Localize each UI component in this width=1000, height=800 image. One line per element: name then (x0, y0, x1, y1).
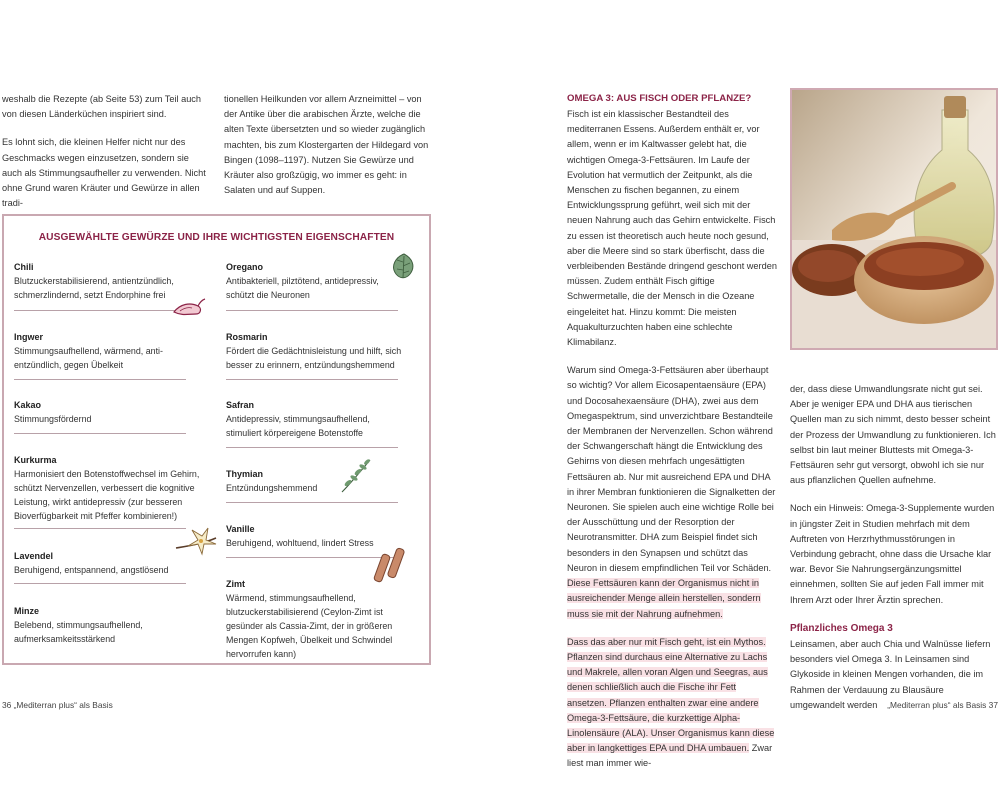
paragraph: weshalb die Rezepte (ab Seite 53) zum Teil auch von diesen Länderküchen inspiriert sind. (2, 94, 202, 120)
paragraph: Noch ein Hinweis: Omega-3-Supplemente wurden in jüngster Zeit in Studien mehrfach mit dem Auftreten von Herzrhythmusstörungen in Verbindung gebracht, ohne dass die Ursache klar war. Bevor Sie Nahrungsergänzungsmittel einnehmen, sollten Sie auf jeden Fall immer mit Ihrem Arzt oder Ihrer Ärztin sprechen. (790, 503, 995, 605)
divider (14, 379, 186, 380)
spice-item-oregano: Oregano Antibakteriell, pilztötend, antidepressiv, schützt die Neuronen (226, 262, 379, 300)
thymian-sprig-icon (338, 456, 374, 496)
right-column-2 (790, 382, 998, 726)
left-column-1 (2, 92, 207, 224)
right-page (500, 0, 1000, 800)
spice-item-rosmarin: Rosmarin Fördert die Gedächtnisleistung und hilft, sich besser zu erinnern, entzündungshemmend (226, 332, 402, 370)
vanilla-flower-icon (174, 526, 218, 558)
paragraph: der, dass diese Umwandlungsrate nicht gut sei. Aber je weniger EPA und DHA aus tierischen Quellen man zu sich nimmt, desto besser scheint der Prozess der Umwandlung zu funktionieren. Ich selbst bin laut meiner Bluttests mit Omega-3-Fettsäuren sehr gut versorgt, obwohl ich sie nur aus pflanzlichen Quellen aufnehme. (790, 384, 996, 486)
oregano-leaf-icon (390, 252, 418, 282)
divider (226, 447, 398, 448)
right-column-1 (567, 107, 777, 785)
divider (226, 310, 398, 311)
spice-item-lavendel: Lavendel Beruhigend, entspannend, angstlösend (14, 551, 169, 575)
chili-icon (168, 290, 208, 322)
left-column-2 (224, 92, 432, 211)
spice-item-ingwer: Ingwer Stimmungsaufhellend, wärmend, anti-entzündlich, gegen Übelkeit (14, 332, 163, 370)
page-footer-right: „Mediterran plus“ als Basis 37 (887, 700, 998, 710)
spice-item-minze: Minze Belebend, stimmungsaufhellend, aufmerksamkeitsstärkend (14, 606, 143, 644)
highlighted-text: Diese Fettsäuren kann der Organismus nicht in ausreichender Menge allein herstellen, sondern muss sie mit der Nahrung aufnehmen. (567, 578, 761, 619)
cinnamon-stick-icon (372, 544, 410, 584)
divider (14, 433, 186, 434)
divider (14, 528, 186, 529)
spice-item-kurkurma: Kurkurma Harmonisiert den Botenstoffwechsel im Gehirn, schützt Nervenzellen, verbessert die kognitive Leistung, wirkt antidepressiv (zur besseren Bioverfügbarkeit mit Pfeffer kombinieren!) (14, 455, 200, 521)
divider (226, 379, 398, 380)
spice-box-title: AUSGEWÄHLTE GEWÜRZE UND IHRE WICHTIGSTEN EIGENSCHAFTEN (38, 232, 395, 243)
page-footer-left: 36 „Mediterran plus“ als Basis (2, 700, 113, 710)
paragraph: Fisch ist ein klassischer Bestandteil des mediterranen Essens. Außerdem enthält er, vor allem, wenn er im Kaltwasser gelebt hat, die wichtigen Omega-3-Fettsäuren. Im Laufe der Evolution hat vermutlich der Zeitpunkt, als die Menschen zu fischen begannen, zu einem Entwicklungssprung geführt, weil sich mit der neuen Nahrung auch das Gehirn entwickelte. Fisch zu essen ist theoretisch auch heute noch gesund, aber die Meere sind so stark überfischt, dass die verbleibenden Bestände dringend geschont werden müssen. Zudem enthält Fisch giftige Schwermetalle, die der Mensch in die Ozeane eingeleitet hat. Hinzu kommt: Die meisten Aquakulturzuchten haben eine schlechte Klimabilanz. (567, 109, 777, 348)
highlighted-text: Dass das aber nur mit Fisch geht, ist ein Mythos. Pflanzen sind durchaus eine Alternative zu Lachs und Makrele, allen voran Algen und Seegras, aus denen schließlich auch die Fische ihr Fett ansetzen. Pflanzen enthalten zwar eine andere Omega-3-Fettsäure, die kurzkettige Alpha-Linolensäure (ALA). Unser Organismus kann diese aber in langkettiges EPA und DHA umbauen. (567, 636, 775, 754)
spice-box (2, 214, 431, 665)
spice-item-safran: Safran Antidepressiv, stimmungsaufhellend, stimuliert körpereigene Botenstoffe (226, 400, 370, 438)
spice-item-kakao: Kakao Stimmungsfördernd (14, 400, 92, 424)
flaxseed-oil-photo (790, 88, 998, 350)
section-heading: OMEGA 3: AUS FISCH ODER PFLANZE? (567, 93, 752, 104)
paragraph: Dass das aber nur mit Fisch geht, ist ein Mythos. Pflanzen sind durchaus eine Alternative zu Lachs und Makrele, allen voran Algen und Seegras, aus denen schließlich auch die Fische ihr Fett ansetzen. Pflanzen enthalten zwar eine andere Omega-3-Fettsäure, die kurzkettige Alpha-Linolensäure (ALA). Unser Organismus kann diese aber in langkettiges EPA und DHA umbauen. Zwar liest man immer wie- (567, 636, 775, 769)
paragraph: Warum sind Omega-3-Fettsäuren aber überhaupt so wichtig? Vor allem Eicosapentaensäure (EPA) und Docosahexaensäure (DHA), zwei aus dem Omegaspektrum, sind unverzichtbare Bestandteile der Membranen der Nervenzellen. Schon während der Schwangerschaft hängt die Entwicklung des Gehirns von diesen mehrfach ungesättigten Fettsäuren ab. Nur mit ausreichend EPA und DHA in ihrer Membran funktionieren die Signalketten der Neuronen. Sie spielen auch eine wichtige Rolle bei der Ausschüttung und der Resorption der Neurotransmitter. DHA zum Beispiel findet sich besonders in den Synapsen und schützt das Neuron in diesem empfindlichen Teil vor Schäden. Diese Fettsäuren kann der Organismus nicht in ausreichender Menge allein herstellen, sondern muss sie mit der Nahrung aufnehmen. (567, 365, 776, 619)
divider (14, 583, 186, 584)
paragraph: Es lohnt sich, die kleinen Helfer nicht nur des Geschmacks wegen einzusetzen, sondern sie auch als Stimmungsaufheller zu verwenden. Nicht ohne Grund waren Kräuter und Gewürze in allen tradi- (2, 137, 206, 209)
spice-item-vanille: Vanille Beruhigend, wohltuend, lindert Stress (226, 524, 374, 548)
spice-item-thymian: Thymian Entzündungshemmend (226, 469, 318, 493)
paragraph: tionellen Heilkunden vor allem Arzneimittel – von der Antike über die arabischen Ärzte, welche die alten Texte übersetzten und so wieder zugänglich machten, bis zum Klostergarten der Hildegard von Bingen (1098–1197). Nutzen Sie Gewürze und Kräuter also großzügig, wo immer es geht: in Salaten und auf Suppen. (224, 94, 429, 196)
divider (226, 502, 398, 503)
paragraph: Leinsamen, aber auch Chia und Walnüsse liefern besonders viel Omega 3. In Leinsamen sind Glykoside in kleinen Mengen vorhanden, die im Rahmen der Verdauung zu Blausäure umgewandelt werden (790, 639, 991, 710)
spice-item-zimt: Zimt Wärmend, stimmungsaufhellend, blutzuckerstabilisierend (Ceylon-Zimt ist gesünder als Cassia-Zimt, der in größeren Mengen Kopfweh, Übelkeit und Schwindel hervorrufen kann) (226, 579, 393, 659)
subheading: Pflanzliches Omega 3 (790, 622, 893, 634)
divider (14, 310, 186, 311)
spice-item-chili: Chili Blutzuckerstabilisierend, antientzündlich, schmerzlindernd, setzt Endorphine frei (14, 262, 174, 300)
